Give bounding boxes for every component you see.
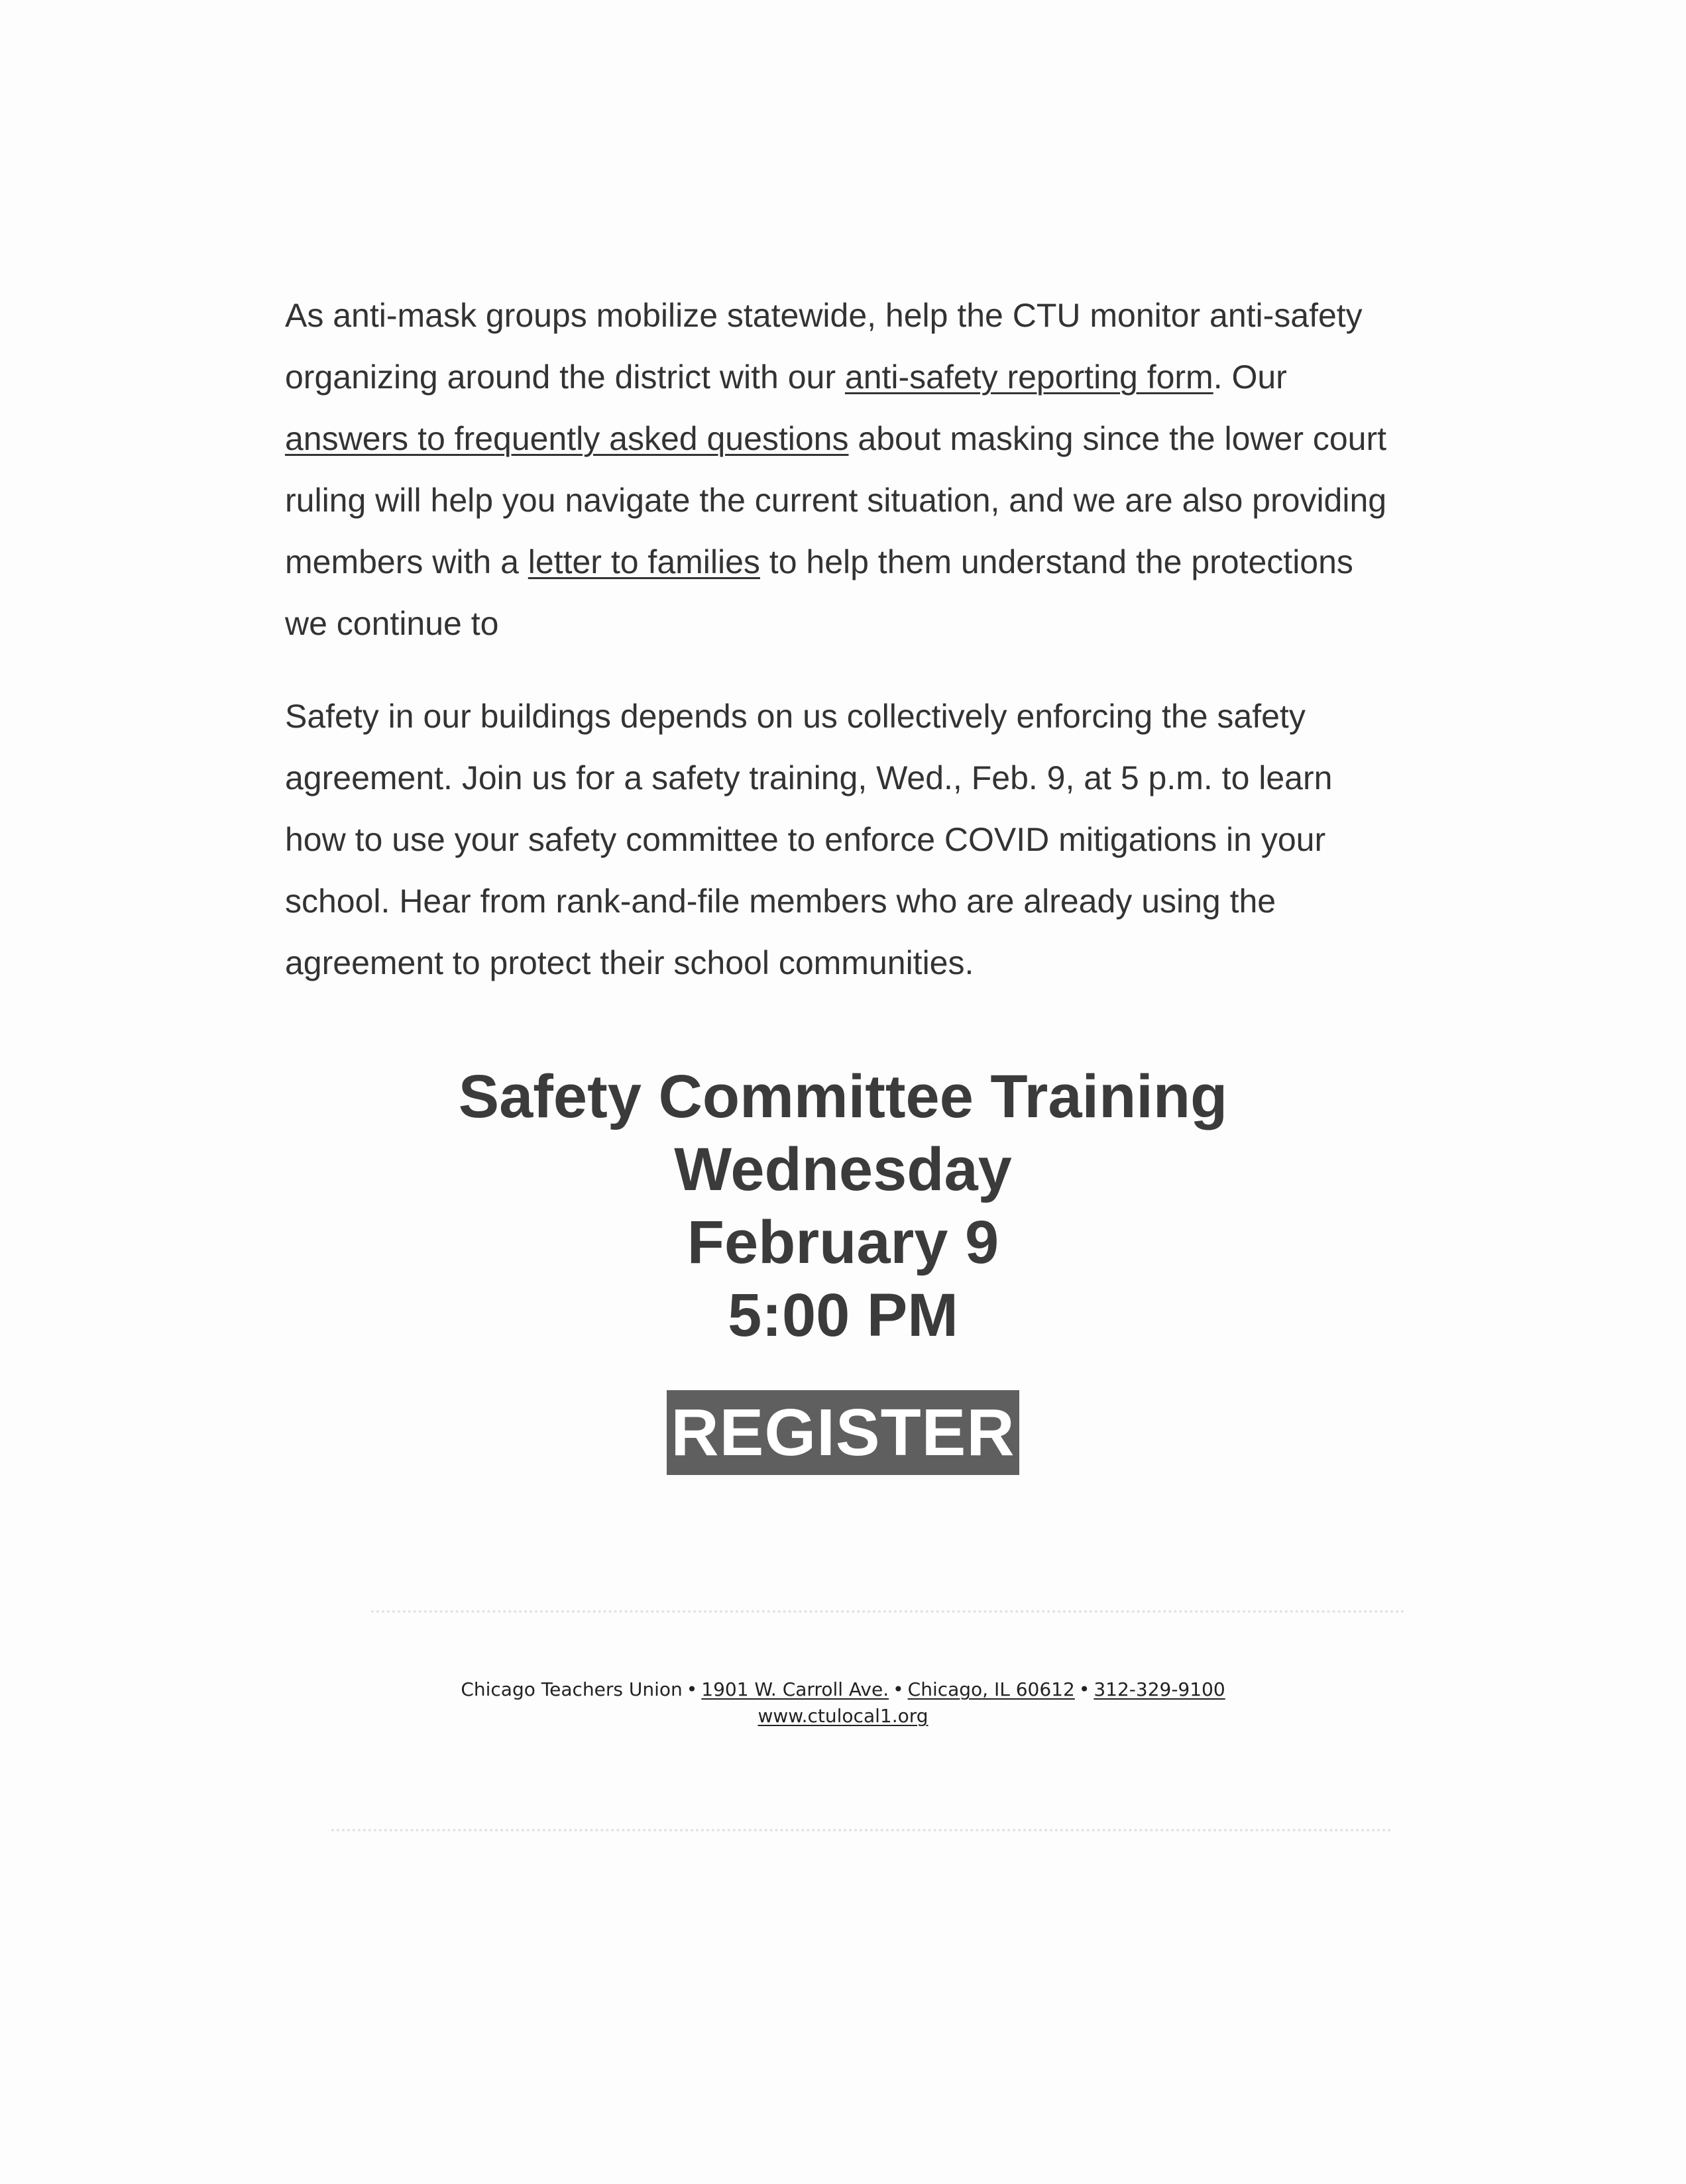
footer-city-link[interactable]: Chicago, IL 60612: [907, 1678, 1075, 1700]
register-button[interactable]: REGISTER: [667, 1390, 1019, 1475]
footer-website-line: [0, 1703, 1686, 1729]
intro-text-b: . Our: [1213, 358, 1287, 396]
reporting-form-link[interactable]: anti-safety reporting form: [844, 358, 1213, 396]
footer-address-link[interactable]: 1901 W. Carroll Ave.: [701, 1678, 889, 1700]
event-title: Safety Committee Training: [458, 1063, 1228, 1130]
intro-text-d: to help them understand the protections we continue to: [285, 543, 1353, 642]
footer-separator: •: [686, 1678, 698, 1700]
training-paragraph: Safety in our buildings depends on us collectively enforcing the safety agreement. Join us for a safety training, Wed., Feb. 9, at 5 p.m. to learn how to use your safety committee to enforce COVID mitigations in your school. Hear from rank-and-file members who are already using the agreement to protect their school communities.: [285, 698, 1333, 981]
footer-org: Chicago Teachers Union: [461, 1678, 683, 1700]
letter-to-families-link[interactable]: letter to families: [528, 543, 760, 580]
event-heading: [0, 1060, 1686, 1352]
footer-contact-line: [0, 1676, 1686, 1703]
event-day: Wednesday: [674, 1136, 1012, 1203]
footer-separator: •: [893, 1678, 904, 1700]
event-date: February 9: [687, 1209, 999, 1276]
footer: [0, 1676, 1686, 1729]
register-container: [0, 1390, 1686, 1475]
scan-artifact-dots: [371, 1610, 1405, 1613]
footer-phone-link[interactable]: 312-329-9100: [1094, 1678, 1225, 1700]
footer-separator: •: [1078, 1678, 1090, 1700]
scan-artifact-dots: [331, 1829, 1392, 1831]
faq-link[interactable]: answers to frequently asked questions: [285, 420, 849, 457]
intro-text-c: about masking since the lower court ruling will help you navigate the current situation, and we are also providing members with a: [285, 420, 1387, 580]
event-time: 5:00 PM: [728, 1282, 958, 1349]
intro-text-a: As anti-mask groups mobilize statewide, help the CTU monitor anti-safety organizing around the district with our: [285, 297, 1363, 396]
intro-paragraph: [285, 285, 1398, 655]
footer-website-link[interactable]: www.ctulocal1.org: [758, 1705, 928, 1727]
